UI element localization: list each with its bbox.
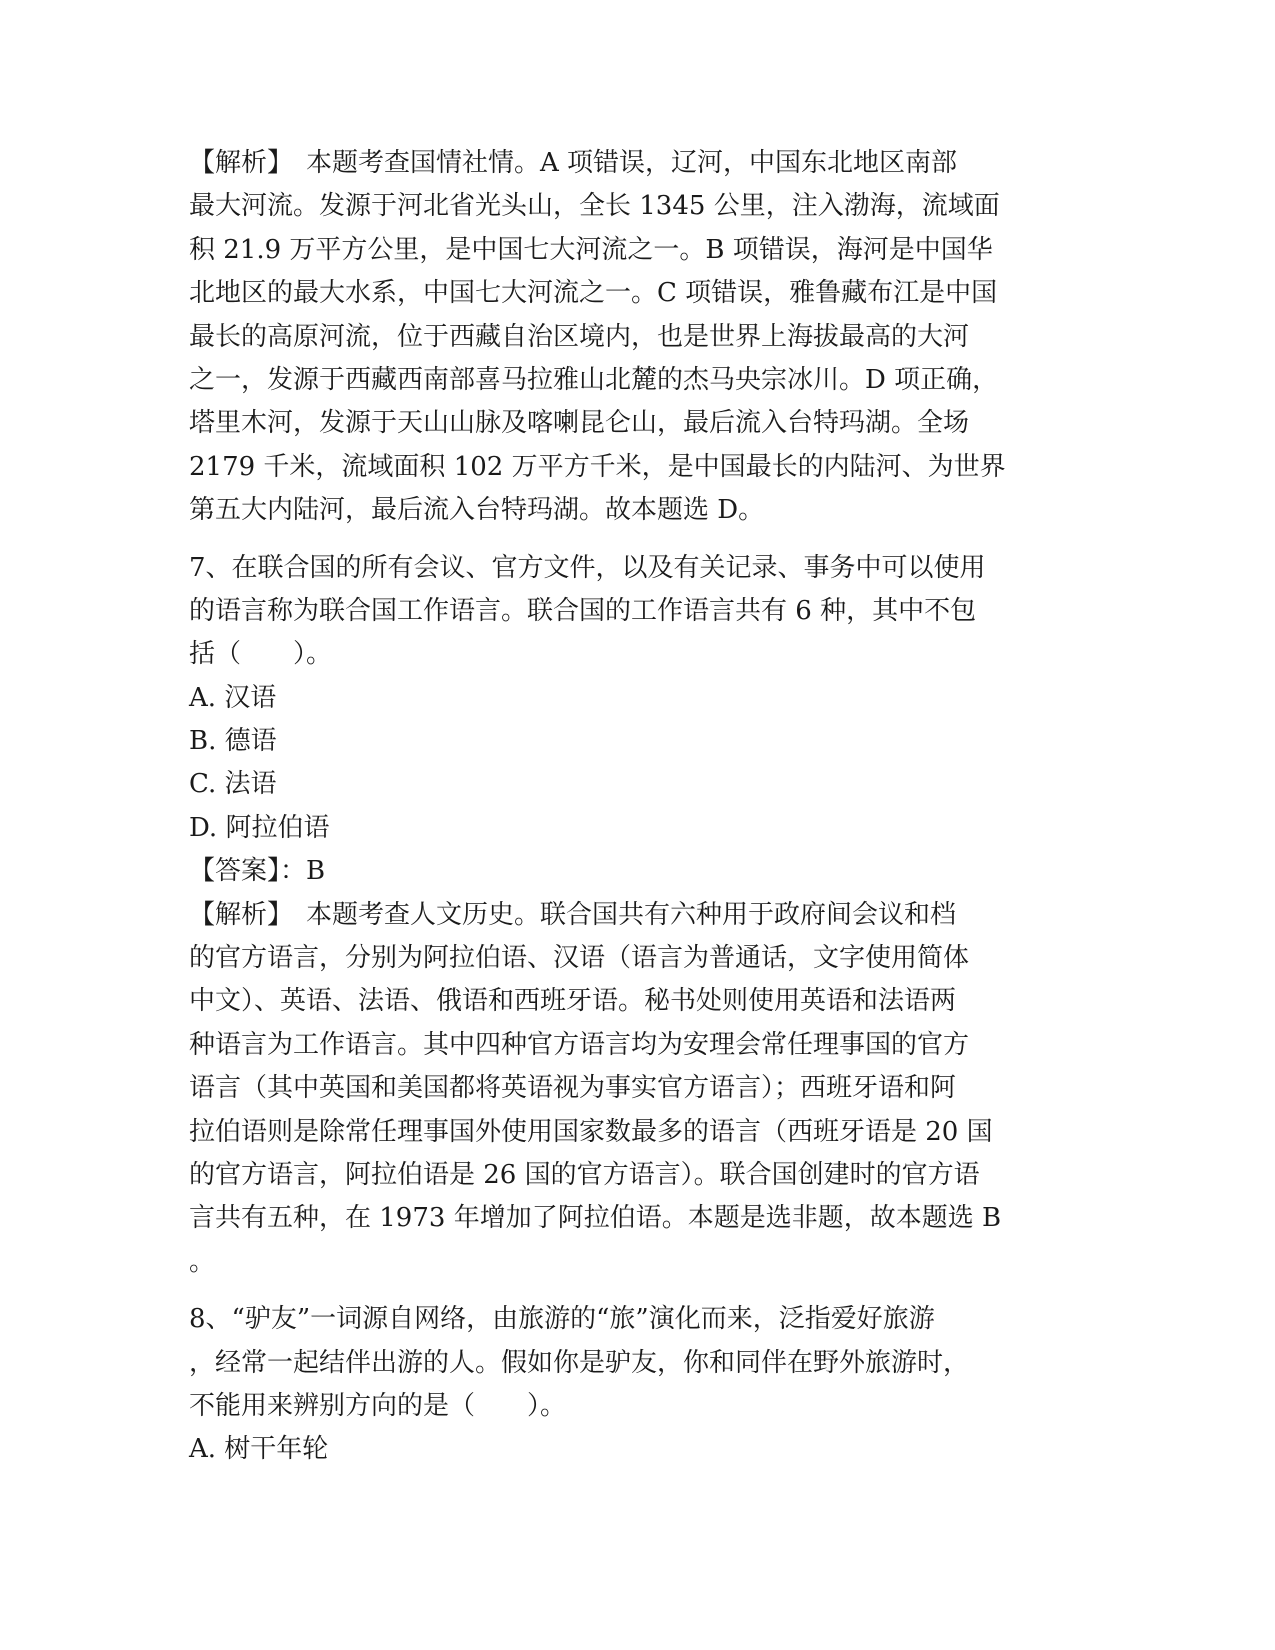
question-stem-line: 7、在联合国的所有会议、官方文件，以及有关记录、事务中可以使用: [189, 552, 986, 583]
question-stem-line: 的语言称为联合国工作语言。联合国的工作语言共有 6 种，其中不包: [189, 595, 977, 626]
analysis-line: 。: [189, 1246, 216, 1277]
text-line: 北地区的最大水系，中国七大河流之一。C 项错误，雅鲁藏布江是中国: [189, 278, 998, 309]
text-line: 最长的高原河流，位于西藏自治区境内，也是世界上海拔最高的大河: [189, 321, 970, 352]
option-b: B. 德语: [189, 726, 277, 757]
option-a: A. 树干年轮: [189, 1434, 329, 1465]
question-stem-line: 不能用来辨别方向的是（ ）。: [189, 1390, 567, 1421]
text-line: 塔里木河，发源于天山山脉及喀喇昆仑山，最后流入台特玛湖。全场: [189, 408, 970, 439]
option-a: A. 汉语: [189, 682, 277, 713]
option-d: D. 阿拉伯语: [189, 812, 330, 843]
text-line: 2179 千米，流域面积 102 万平方千米，是中国最长的内陆河、为世界: [189, 451, 1006, 482]
paragraph-gap: [189, 1284, 1079, 1298]
question-stem-line: 括（ ）。: [189, 639, 333, 670]
text-line: 【解析】 本题考查国情社情。A 项错误，辽河，中国东北地区南部: [189, 148, 958, 178]
analysis-line: 的官方语言，阿拉伯语是 26 国的官方语言）。联合国创建时的官方语: [189, 1159, 980, 1190]
question-stem-line: ，经常一起结伴出游的人。假如你是驴友，你和同伴在野外旅游时，: [189, 1347, 970, 1378]
text-line: 积 21.9 万平方公里，是中国七大河流之一。B 项错误，海河是中国华: [189, 234, 993, 265]
question-8-block: [189, 1298, 1079, 1472]
analysis-line: 种语言为工作语言。其中四种官方语言均为安理会常任理事国的官方: [189, 1029, 970, 1060]
analysis-line: 语言（其中英国和美国都将英语视为事实官方语言）；西班牙语和阿: [189, 1073, 957, 1104]
analysis-q6-block: [189, 142, 1079, 533]
question-7-block: [189, 547, 1079, 1285]
question-stem-line: 8、“驴友”一词源自网络，由旅游的“旅”演化而来，泛指爱好旅游: [189, 1304, 935, 1335]
text-line: 第五大内陆河，最后流入台特玛湖。故本题选 D。: [189, 495, 765, 526]
analysis-line: 拉伯语则是除常任理事国外使用国家数最多的语言（西班牙语是 20 国: [189, 1116, 993, 1147]
analysis-line: 言共有五种，在 1973 年增加了阿拉伯语。本题是选非题，故本题选 B: [189, 1203, 1002, 1234]
analysis-line: 【解析】 本题考查人文历史。联合国共有六种用于政府间会议和档: [189, 899, 957, 930]
paragraph-gap: [189, 533, 1079, 547]
text-line: 之一，发源于西藏西南部喜马拉雅山北麓的杰马央宗冰川。D 项正确，: [189, 364, 999, 395]
analysis-line: 的官方语言，分别为阿拉伯语、汉语（语言为普通话，文字使用简体: [189, 943, 970, 974]
document-body: [189, 142, 1079, 1472]
analysis-line: 中文）、英语、法语、俄语和西班牙语。秘书处则使用英语和法语两: [189, 986, 957, 1017]
option-c: C. 法语: [189, 769, 277, 800]
text-line: 最大河流。发源于河北省光头山，全长 1345 公里，注入渤海，流域面: [189, 191, 1000, 222]
answer-line: 【答案】：B: [189, 856, 326, 887]
